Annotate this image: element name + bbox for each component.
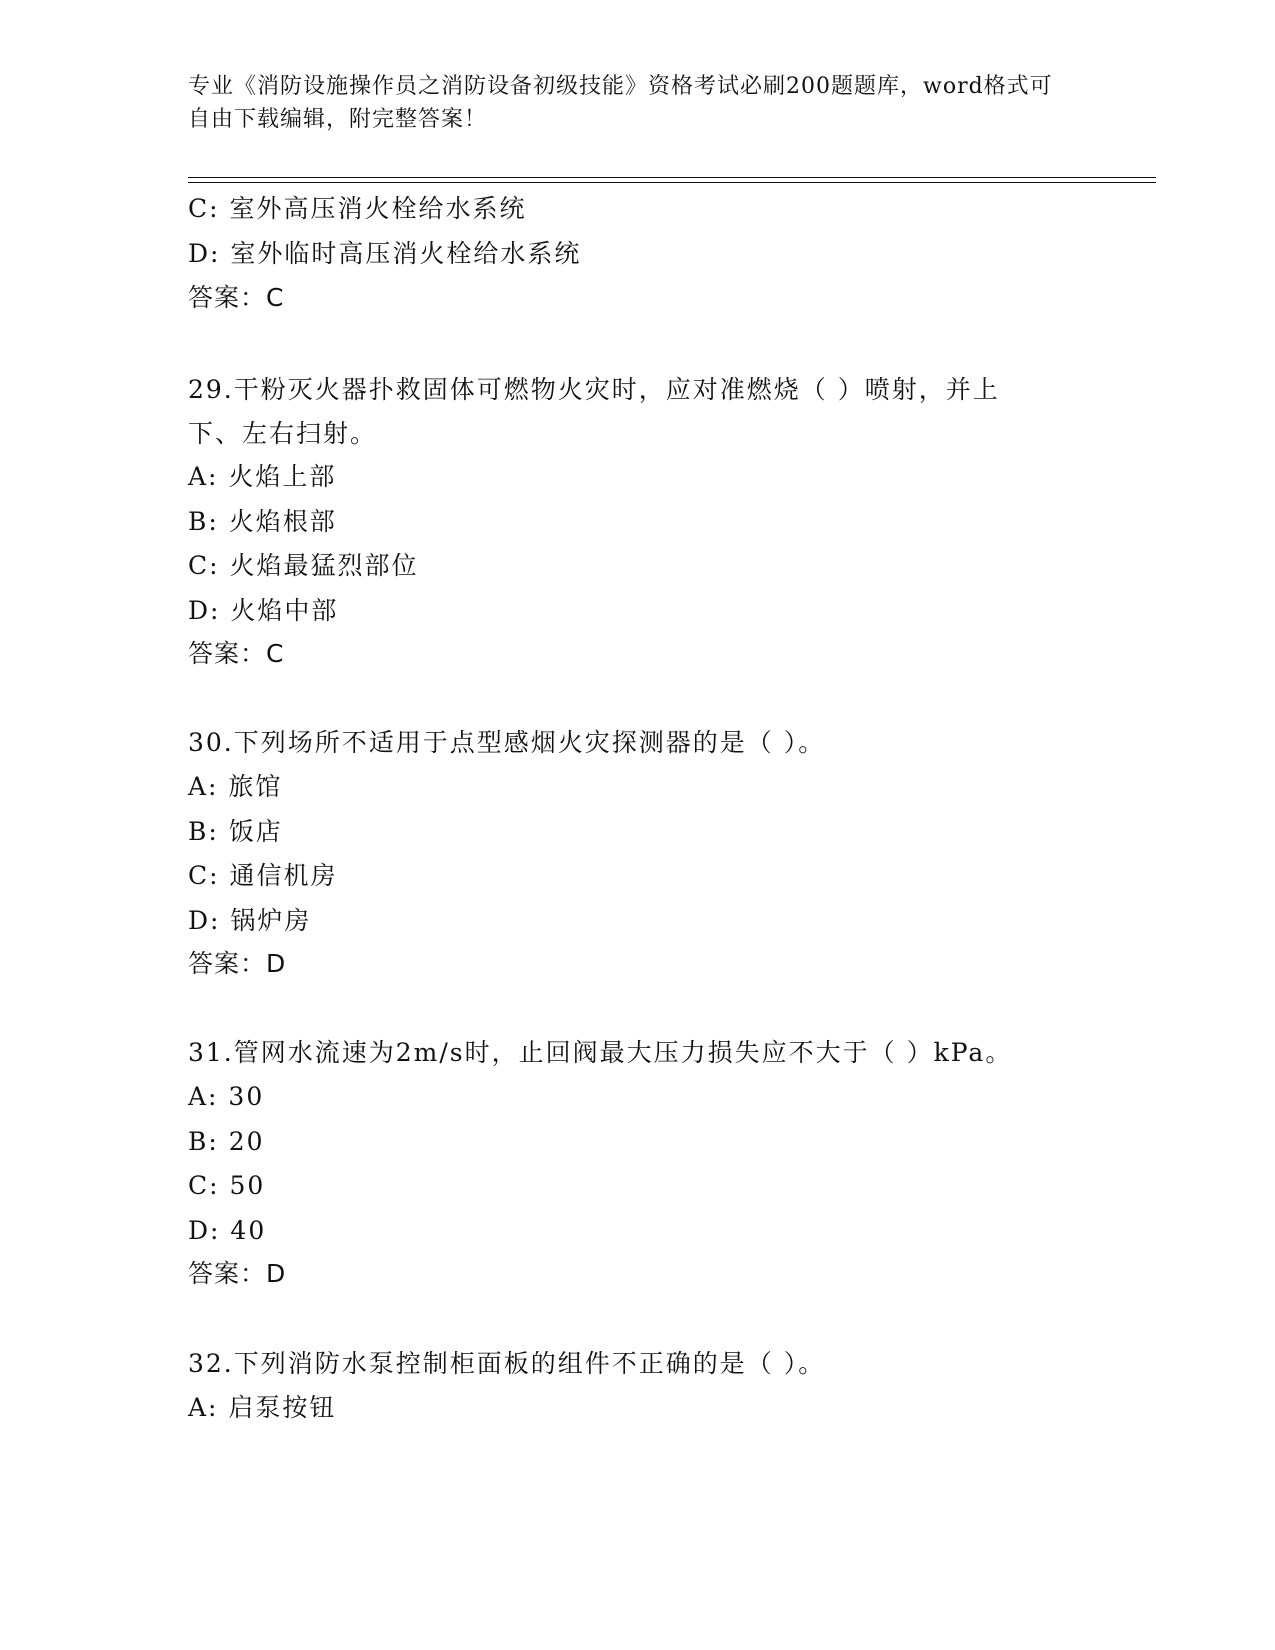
q31-stem: 31.管网水流速为2m/s时，止回阀最大压力损失应不大于（ ）kPa。 [188, 1038, 1013, 1067]
q31-answer: 答案：D [188, 1259, 287, 1288]
q31-option-d: D: 40 [188, 1216, 267, 1245]
q29-option-d: D: 火焰中部 [188, 596, 339, 625]
q31-option-a: A: 30 [188, 1082, 265, 1111]
q29-option-c: C: 火焰最猛烈部位 [188, 551, 419, 580]
q30-option-a: A: 旅馆 [188, 772, 283, 801]
q32-option-a: A: 启泵按钮 [188, 1393, 337, 1422]
q30-option-c: C: 通信机房 [188, 861, 338, 890]
header-rule-top [188, 177, 1156, 178]
q29-option-b: B: 火焰根部 [188, 507, 337, 536]
q28-option-d: D: 室外临时高压消火栓给水系统 [188, 239, 582, 268]
q31-option-c: C: 50 [188, 1171, 266, 1200]
q28-option-c: C: 室外高压消火栓给水系统 [188, 194, 527, 223]
q30-stem: 30.下列场所不适用于点型感烟火灾探测器的是（ ）。 [188, 728, 826, 757]
q28-answer: 答案：C [188, 283, 285, 312]
q32-stem: 32.下列消防水泵控制柜面板的组件不正确的是（ ）。 [188, 1349, 826, 1378]
q31-option-b: B: 20 [188, 1127, 265, 1156]
q29-answer: 答案：C [188, 639, 285, 668]
q30-option-b: B: 饭店 [188, 817, 283, 846]
q29-stem-line1: 29.干粉灭火器扑救固体可燃物火灾时，应对准燃烧（ ）喷射，并上 [188, 375, 1000, 404]
document-header: 专业《消防设施操作员之消防设备初级技能》资格考试必刷200题题库，word格式可自由下载编辑，附完整答案！ [188, 74, 1053, 132]
q29-option-a: A: 火焰上部 [188, 462, 337, 491]
q30-option-d: D: 锅炉房 [188, 906, 312, 935]
q29-stem-line2: 下、左右扫射。 [188, 419, 378, 448]
q30-answer: 答案：D [188, 949, 287, 978]
header-rule-bottom [188, 182, 1156, 183]
